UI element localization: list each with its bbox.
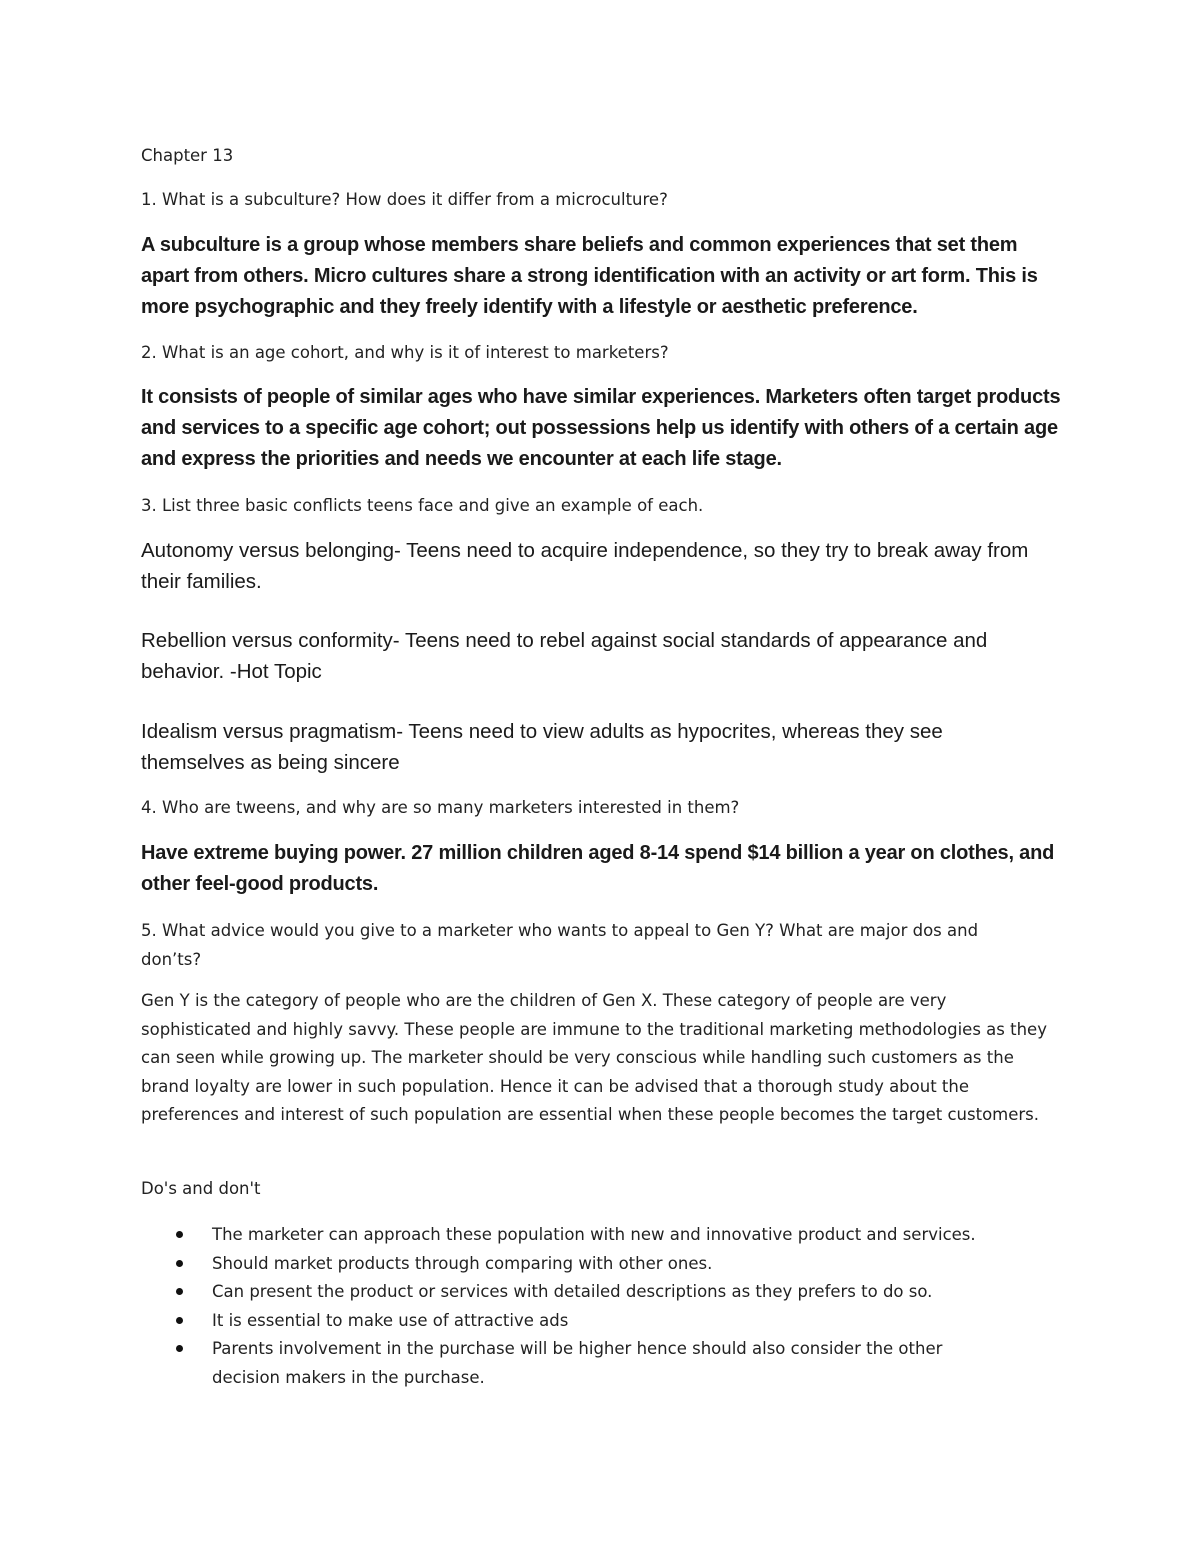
bullet-icon (176, 1345, 183, 1352)
list-item-text: Parents involvement in the purchase will be higher hence should also consider the other decision makers in the purchase. (212, 1339, 943, 1387)
answer-3-rebellion: Rebellion versus conformity- Teens need to rebel against social standards of appearance and behavior. -Hot Topic (141, 629, 988, 683)
dos-list (141, 1221, 1041, 1392)
answer-3-idealism: Idealism versus pragmatism- Teens need to view adults as hypocrites, whereas they see themselves as being sincere (141, 720, 943, 774)
question-2: 2. What is an age cohort, and why is it of interest to marketers? (141, 343, 669, 362)
list-item (141, 1307, 1041, 1336)
list-item-text: The marketer can approach these population with new and innovative product and services. (212, 1225, 976, 1244)
chapter-heading: Chapter 13 (141, 146, 234, 165)
list-item (141, 1221, 1041, 1250)
list-item-text: Can present the product or services with detailed descriptions as they prefers to do so. (212, 1282, 933, 1301)
answer-5: Gen Y is the category of people who are the children of Gen X. These category of people are very sophisticated and highly savvy. These people are immune to the traditional marketing methodologies as they can seen while growing up. The marketer should be very conscious while handling such customers as the brand loyalty are lower in such population. Hence it can be advised that a thorough study about the preferences and interest of such population are essential when these people becomes the target customers. (141, 991, 1047, 1124)
dos-heading: Do's and don't (141, 1179, 261, 1198)
list-item (141, 1335, 1012, 1392)
bullet-icon (176, 1288, 183, 1295)
answer-2: It consists of people of similar ages who have similar experiences. Marketers often target products and services to a specific age cohort; out possessions help us identify with others of a certain age and express the priorities and needs we encounter at each life stage. (141, 386, 1061, 470)
list-item (141, 1250, 1041, 1279)
question-1: 1. What is a subculture? How does it differ from a microculture? (141, 190, 668, 209)
answer-4: Have extreme buying power. 27 million children aged 8-14 spend $14 billion a year on clothes, and other feel-good products. (141, 842, 1055, 895)
list-item (141, 1278, 1041, 1307)
question-3: 3. List three basic conflicts teens face and give an example of each. (141, 496, 704, 515)
question-4: 4. Who are tweens, and why are so many marketers interested in them? (141, 798, 740, 817)
list-item-text: Should market products through comparing with other ones. (212, 1253, 713, 1273)
answer-3-autonomy: Autonomy versus belonging- Teens need to acquire independence, so they try to break away from their families. (141, 539, 1029, 593)
list-item-text: It is essential to make use of attractive ads (212, 1310, 569, 1330)
bullet-icon (176, 1317, 183, 1324)
answer-1: A subculture is a group whose members share beliefs and common experiences that set them apart from others. Micro cultures share a strong identification with an activity or art form. This is more psychographic and they freely identify with a lifestyle or aesthetic preference. (141, 234, 1038, 318)
question-5: 5. What advice would you give to a marketer who wants to appeal to Gen Y? What are major dos and don’ts? (141, 921, 979, 969)
bullet-icon (176, 1231, 183, 1238)
bullet-icon (176, 1260, 183, 1267)
